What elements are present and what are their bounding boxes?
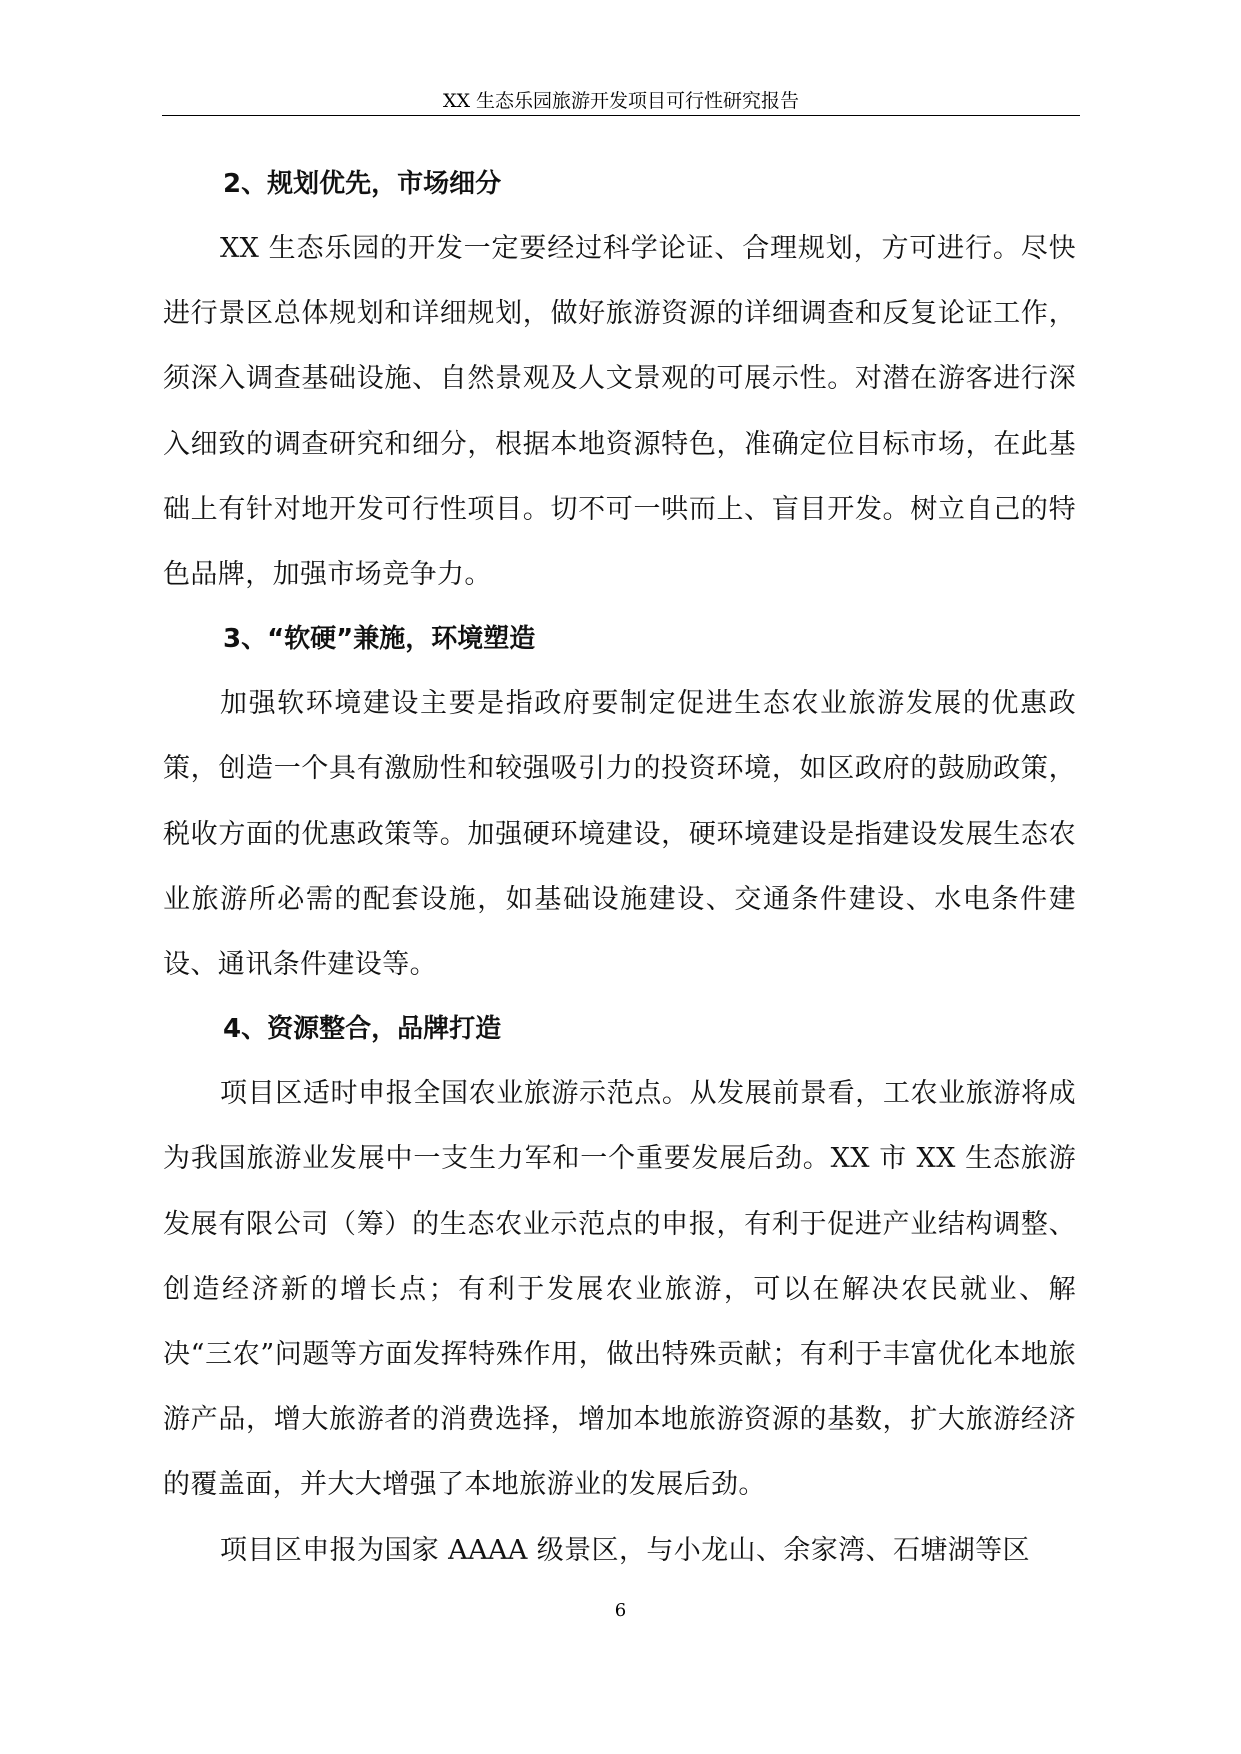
paragraph: 加强软环境建设主要是指政府要制定促进生态农业旅游发展的优惠政策，创造一个具有激励性和较强吸引力的投资环境，如区政府的鼓励政策，税收方面的优惠政策等。加强硬环境建设，硬环境建设是指建设发展生态农业旅游所必需的配套设施，如基础设施建设、交通条件建设、水电条件建设、通讯条件建设等。 (163, 688, 1076, 981)
paragraph: 项目区适时申报全国农业旅游示范点。从发展前景看，工农业旅游将成为我国旅游业发展中一支生力军和一个重要发展后劲。XX 市 XX 生态旅游发展有限公司（筹）的生态农业示范点的申报，有利于促进产业结构调整、创造经济新的增长点；有利于发展农业旅游，可以在解决农民就业、解决“三农”问题等方面发挥特殊作用，做出特殊贡献；有利于丰富优化本地旅游产品，增大旅游者的消费选择，增加本地旅游资源的基数，扩大旅游经济的覆盖面，并大大增强了本地旅游业的发展后劲。 (163, 1078, 1076, 1501)
page-number: 6 (614, 1600, 627, 1621)
paragraph: XX 生态乐园的开发一定要经过科学论证、合理规划，方可进行。尽快进行景区总体规划和详细规划，做好旅游资源的详细调查和反复论证工作，须深入调查基础设施、自然景观及人文景观的可展示性。对潜在游客进行深入细致的调查研究和细分，根据本地资源特色，准确定位目标市场，在此基础上有针对地开发可行性项目。切不可一哄而上、盲目开发。树立自己的特色品牌，加强市场竞争力。 (163, 233, 1076, 591)
page-content (163, 152, 1076, 1583)
section-heading: 4、资源整合，品牌打造 (223, 1014, 502, 1045)
paragraph: 项目区申报为国家 AAAA 级景区，与小龙山、余家湾、石塘湖等区 (220, 1534, 1030, 1566)
section-heading: 2、规划优先，市场细分 (223, 169, 502, 199)
section-heading: 3、“软硬”兼施，环境塑造 (223, 624, 536, 655)
header-rule (162, 115, 1080, 116)
running-header: XX 生态乐园旅游开发项目可行性研究报告 (442, 90, 800, 112)
